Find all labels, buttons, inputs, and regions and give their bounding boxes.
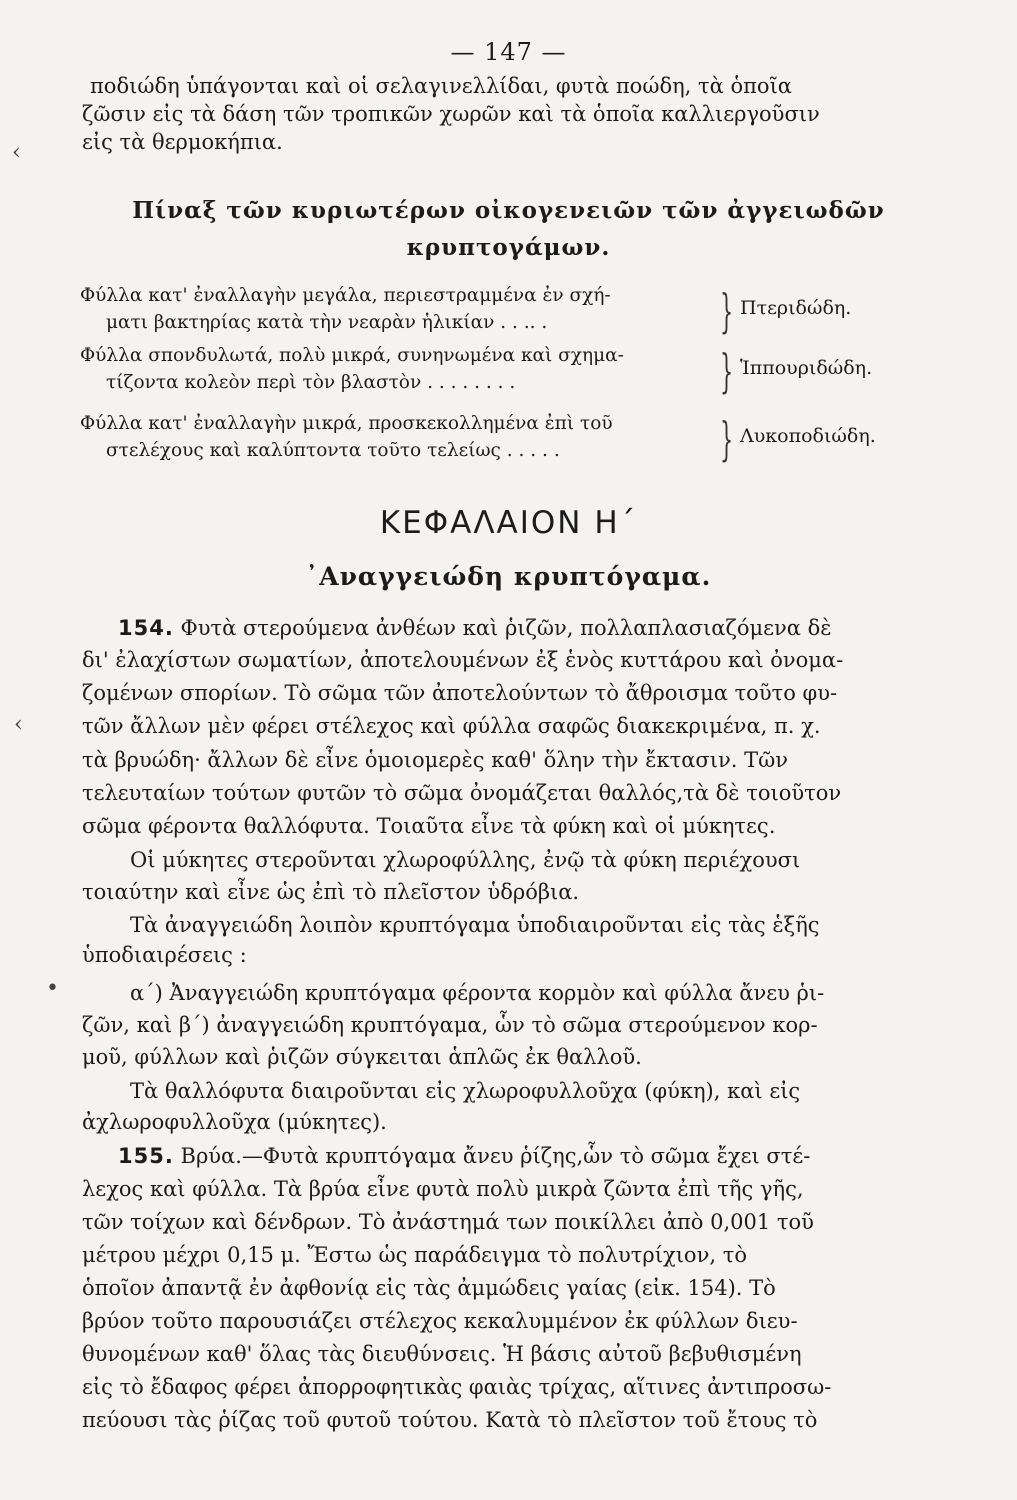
text-line: θυνομένων καθ' ὅλας τὰς διευθύνσεις. Ἡ βάσις αὐτοῦ βεβυθισμένη [82, 1342, 802, 1366]
page-number: — 147 — [450, 38, 567, 66]
chapter-title: ΚΕΦΑΛΑΙΟΝ Η΄ [379, 505, 638, 541]
family-row [80, 410, 940, 470]
text-line: σῶμα φέροντα θαλλόφυτα. Τοιαῦτα εἶνε τὰ φύκη καὶ οἱ μύκητες. [82, 814, 776, 838]
description-line: στελέχους καὶ καλύπτοντα τοῦτο τελείως . . . . . [106, 440, 560, 461]
text-line: Οἱ μύκητες στεροῦνται χλωροφύλλης, ἐνῷ τὰ φύκη περιέχουσι [130, 848, 801, 872]
text-line: ὑποδιαιρέσεις : [82, 943, 247, 967]
family-description [80, 410, 705, 464]
description-line: ματι βακτηρίας κατὰ τὴν νεαρὰν ἡλικίαν . . .. . [106, 312, 548, 333]
section-number: 154. [118, 616, 174, 640]
margin-dot: • [46, 976, 59, 1001]
chapter-subtitle: ᾿Αναγγειώδη κρυπτόγαμα. [305, 562, 712, 591]
family-name: Πτεριδώδη. [740, 297, 852, 319]
margin-mark: ‹ [12, 140, 21, 165]
text-line: ποδιώδη ὑπάγονται καὶ οἱ σελαγινελλίδαι, φυτὰ ποώδη, τὰ ὁποῖα [90, 74, 792, 98]
text-line: Τὰ ἀναγγειώδη λοιπὸν κρυπτόγαμα ὑποδιαιροῦνται εἰς τὰς ἑξῆς [130, 913, 820, 937]
text-line: α΄) Ἀναγγειώδη κρυπτόγαμα φέροντα κορμὸν καὶ φύλλα ἄνευ ῥι- [130, 981, 825, 1005]
text-line: τελευταίων τούτων φυτῶν τὸ σῶμα ὀνομάζεται θαλλός,τὰ δὲ τοιοῦτον [82, 781, 842, 805]
text-line: βρύον τοῦτο παρουσιάζει στέλεχος κεκαλυμμένον ἐκ φύλλων διευ- [82, 1309, 798, 1333]
text-line: ζῶν, καὶ β΄) ἀναγγειώδη κρυπτόγαμα, ὧν τὸ σῶμα στερούμενον κορ- [82, 1013, 818, 1037]
description-line: Φύλλα σπονδυλωτά, πολὺ μικρά, συνηνωμένα καὶ σχημα- [80, 345, 624, 366]
family-name: Ἱππουριδώδη. [740, 357, 873, 379]
description-line: Φύλλα κατ' ἐναλλαγὴν μικρά, προσκεκολλημένα ἐπὶ τοῦ [80, 413, 613, 434]
text-line: ζῶσιν εἰς τὰ δάση τῶν τροπικῶν χωρῶν καὶ τὰ ὁποῖα καλλιεργοῦσιν [82, 102, 820, 126]
text-line: εἰς τὸ ἔδαφος φέρει ἀπορροφητικὰς φαιὰς τρίχας, αἵτινες ἀντιπροσω- [82, 1375, 832, 1399]
brace-glyph: } [720, 344, 734, 398]
text-line: ὁποῖον ἀπαντᾷ ἐν ἀφθονίᾳ εἰς τὰς ἀμμώδεις γαίας (εἰκ. 154). Τὸ [82, 1276, 776, 1300]
table-heading: Πίναξ τῶν κυριωτέρων οἰκογενειῶν τῶν ἀγγειωδῶν [132, 197, 885, 224]
paragraph-first-line [118, 1142, 810, 1170]
text-line: ζομένων σπορίων. Τὸ σῶμα τῶν ἀποτελούντων τὸ ἄθροισμα τοῦτο φυ- [82, 681, 838, 705]
text-line: τοιαύτην καὶ εἶνε ὡς ἐπὶ τὸ πλεῖστον ὑδρόβια. [82, 880, 580, 904]
text-line: εἰς τὰ θερμοκήπια. [82, 130, 283, 154]
text-line: Βρύα.—Φυτὰ κρυπτόγαμα ἄνευ ῥίζης,ὧν τὸ σῶμα ἔχει στέ- [180, 1144, 811, 1168]
brace-glyph: } [720, 412, 734, 466]
text-line: δι' ἐλαχίστων σωματίων, ἀποτελουμένων ἐξ ἑνὸς κυττάρου καὶ ὀνομα- [82, 648, 844, 672]
paragraph-first-line [118, 614, 832, 642]
text-line: μέτρου μέχρι 0,15 μ. Ἔστω ὡς παράδειγμα τὸ πολυτρίχιον, τὸ [82, 1243, 747, 1267]
text-line: ἀχλωροφυλλοῦχα (μύκητες). [82, 1110, 387, 1134]
text-line: πεύουσι τὰς ῥίζας τοῦ φυτοῦ τούτου. Κατὰ τὸ πλεῖστον τοῦ ἔτους τὸ [82, 1408, 818, 1432]
text-line: λεχος καὶ φύλλα. Τὰ βρύα εἶνε φυτὰ πολὺ μικρὰ ζῶντα ἐπὶ τῆς γῆς, [82, 1177, 804, 1201]
text-line: τὰ βρυώδη· ἄλλων δὲ εἶνε ὁμοιομερὲς καθ' ὅλην τὴν ἔκτασιν. Τῶν [82, 748, 788, 772]
family-row [80, 342, 940, 402]
text-line: τῶν τοίχων καὶ δένδρων. Τὸ ἀνάστημά των ποικίλλει ἀπὸ 0,001 τοῦ [82, 1210, 814, 1234]
description-line: Φύλλα κατ' ἐναλλαγὴν μεγάλα, περιεστραμμένα ἐν σχή- [80, 285, 611, 306]
description-line: τίζοντα κολεὸν περὶ τὸν βλαστὸν . . . . . . . . [106, 372, 516, 393]
text-line: τῶν ἄλλων μὲν φέρει στέλεχος καὶ φύλλα σαφῶς διακεκριμένα, π. χ. [82, 714, 821, 738]
family-description [80, 342, 705, 396]
family-row [80, 282, 940, 342]
table-heading-cont: κρυπτογάμων. [406, 234, 611, 261]
text-line: μοῦ, φύλλων καὶ ῥιζῶν σύγκειται ἁπλῶς ἐκ θαλλοῦ. [82, 1045, 642, 1069]
text-line: Φυτὰ στερούμενα ἀνθέων καὶ ῥιζῶν, πολλαπλασιαζόμενα δὲ [180, 616, 832, 640]
text-line: Τὰ θαλλόφυτα διαιροῦνται εἰς χλωροφυλλοῦχα (φύκη), καὶ εἰς [130, 1079, 801, 1103]
margin-mark: ‹ [14, 712, 23, 737]
section-number: 155. [118, 1144, 174, 1168]
family-description [80, 282, 705, 336]
family-name: Λυκοποδιώδη. [740, 425, 876, 447]
brace-glyph: } [720, 284, 734, 338]
